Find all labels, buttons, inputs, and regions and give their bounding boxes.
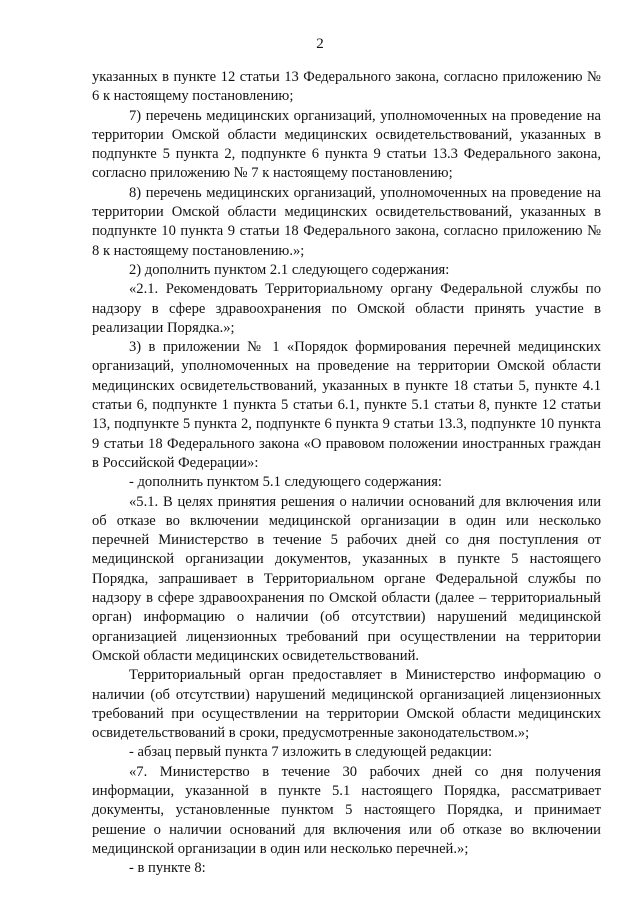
paragraph-continuation: указанных в пункте 12 статьи 13 Федерального закона, согласно приложению № 6 к настоящему постановлению; (92, 69, 601, 105)
paragraph-amendment-3: 3) в приложении № 1 «Порядок формирования перечней медицинских организаций, уполномоченных на проведение на территории Омской области медицинских освидетельствований, указанных в пункте 18 статьи 5, пункте 4.1 статьи 6, подпункте 1 пункта 5 статьи 6.1, пункте 5.1 статьи 8, пункте 12 статьи 13, подпункте 5 пункта 2, подпункте 6 пункта 9 статьи 13.3, подпункте 10 пункта 9 статьи 18 Федерального закона «О правовом положении иностранных граждан в Российской Федерации»: (92, 339, 601, 471)
paragraph-clause-8: - в пункте 8: (129, 860, 206, 877)
document-body (92, 68, 601, 878)
paragraph-clause-7-edit: - абзац первый пункта 7 изложить в следующей редакции: (129, 744, 493, 761)
paragraph-item-7: 7) перечень медицинских организаций, уполномоченных на проведение на территории Омской области медицинских освидетельствований, указанных в подпункте 5 пункта 2, подпункте 6 пункта 9 статьи 13.3 Федерального закона, согласно приложению № 7 к настоящему постановлению; (92, 107, 601, 182)
paragraph-add-5-1: - дополнить пунктом 5.1 следующего содержания: (129, 474, 442, 491)
paragraph-item-8: 8) перечень медицинских организаций, уполномоченных на проведение на территории Омской области медицинских освидетельствований, указанных в подпункте 10 пункта 9 статьи 18 Федерального закона, согласно приложению № 8 к настоящему постановлению.»; (92, 184, 601, 259)
paragraph-clause-7: «7. Министерство в течение 30 рабочих дней со дня получения информации, указанной в пункте 5.1 настоящего Порядка, рассматривает документы, установленные пунктом 5 настоящего Порядка, и принимает решение о наличии оснований для включения или об отказе во включении медицинской организации в один или несколько перечней.»; (92, 763, 601, 857)
paragraph-clause-2-1: «2.1. Рекомендовать Территориальному органу Федеральной службы по надзору в сфере здравоохранения по Омской области принять участие в реализации Порядка.»; (92, 281, 601, 336)
paragraph-clause-5-1: «5.1. В целях принятия решения о наличии оснований для включения или об отказе во включении медицинской организации в один или несколько перечней Министерство в течение 5 рабочих дней со дня поступления от медицинской организации документов, указанных в пункте 5 настоящего Порядка, запрашивает в Территориальном органе Федеральной службы по надзору в сфере здравоохранения по Омской области (далее – территориальный орган) информацию о наличии (об отсутствии) нарушений медицинской организацией лицензионных требований при осуществлении на территории Омской области медицинских освидетельствований. (92, 493, 601, 664)
page-number: 2 (316, 36, 324, 52)
paragraph-amendment-2: 2) дополнить пунктом 2.1 следующего содержания: (129, 261, 450, 278)
paragraph-territorial-body: Территориальный орган предоставляет в Министерство информацию о наличии (об отсутствии) нарушений медицинской организацией лицензионных требований при осуществлении на территории Омской области медицинских освидетельствований в сроки, предусмотренные законодательством.»; (92, 667, 601, 742)
